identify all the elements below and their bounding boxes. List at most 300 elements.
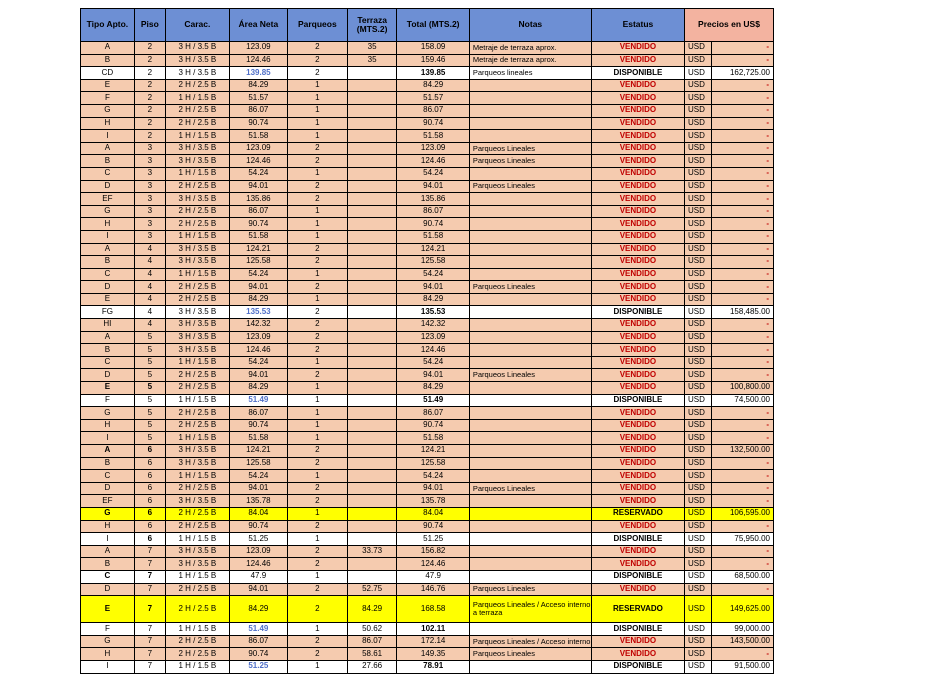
table-row[interactable] xyxy=(81,445,774,458)
cell-tipo-apto: A xyxy=(81,42,135,55)
cell-carac: 3 H / 3.5 B xyxy=(165,193,229,206)
cell-terraza xyxy=(347,344,397,357)
cell-moneda: USD xyxy=(684,407,711,420)
table-row[interactable] xyxy=(81,218,774,231)
table-row[interactable] xyxy=(81,457,774,470)
cell-precio: 132,500.00 xyxy=(711,445,773,458)
cell-tipo-apto: EF xyxy=(81,495,135,508)
cell-parqueos: 2 xyxy=(287,482,347,495)
status-badge: VENDIDO xyxy=(591,558,684,571)
cell-precio: 75,950.00 xyxy=(711,533,773,546)
cell-total: 158.09 xyxy=(397,42,469,55)
cell-carac: 2 H / 2.5 B xyxy=(165,482,229,495)
cell-precio: 162,725.00 xyxy=(711,67,773,80)
cell-piso: 6 xyxy=(134,470,165,483)
cell-parqueos: 2 xyxy=(287,180,347,193)
cell-carac: 1 H / 1.5 B xyxy=(165,268,229,281)
cell-terraza xyxy=(347,293,397,306)
table-row[interactable] xyxy=(81,256,774,269)
cell-tipo-apto: FG xyxy=(81,306,135,319)
cell-total: 86.07 xyxy=(397,205,469,218)
cell-piso: 7 xyxy=(134,596,165,623)
cell-area-neta: 125.58 xyxy=(229,256,287,269)
status-badge: VENDIDO xyxy=(591,230,684,243)
cell-area-neta: 86.07 xyxy=(229,635,287,648)
cell-total: 94.01 xyxy=(397,369,469,382)
cell-total: 124.46 xyxy=(397,558,469,571)
cell-carac: 3 H / 3.5 B xyxy=(165,545,229,558)
cell-moneda: USD xyxy=(684,623,711,636)
cell-moneda: USD xyxy=(684,42,711,55)
cell-tipo-apto: D xyxy=(81,369,135,382)
cell-piso: 6 xyxy=(134,507,165,520)
cell-notas xyxy=(469,130,591,143)
cell-precio: - xyxy=(711,293,773,306)
table-row[interactable] xyxy=(81,243,774,256)
header-terraza: Terraza (MTS.2) xyxy=(347,9,397,42)
cell-carac: 2 H / 2.5 B xyxy=(165,648,229,661)
cell-terraza xyxy=(347,193,397,206)
cell-terraza xyxy=(347,319,397,332)
cell-precio: - xyxy=(711,407,773,420)
cell-precio: 106,595.00 xyxy=(711,507,773,520)
table-row[interactable] xyxy=(81,520,774,533)
table-row[interactable] xyxy=(81,230,774,243)
table-row[interactable] xyxy=(81,344,774,357)
cell-total: 124.46 xyxy=(397,155,469,168)
cell-piso: 6 xyxy=(134,445,165,458)
cell-total: 125.58 xyxy=(397,457,469,470)
cell-precio: 91,500.00 xyxy=(711,660,773,673)
cell-area-neta: 54.24 xyxy=(229,268,287,281)
cell-area-neta: 51.58 xyxy=(229,130,287,143)
cell-moneda: USD xyxy=(684,470,711,483)
cell-terraza xyxy=(347,92,397,105)
cell-precio: - xyxy=(711,42,773,55)
cell-area-neta: 51.25 xyxy=(229,533,287,546)
cell-moneda: USD xyxy=(684,130,711,143)
cell-area-neta: 51.25 xyxy=(229,660,287,673)
cell-piso: 5 xyxy=(134,382,165,395)
cell-parqueos: 1 xyxy=(287,268,347,281)
cell-area-neta: 125.58 xyxy=(229,457,287,470)
cell-parqueos: 1 xyxy=(287,394,347,407)
cell-parqueos: 1 xyxy=(287,130,347,143)
cell-moneda: USD xyxy=(684,482,711,495)
table-row[interactable] xyxy=(81,382,774,395)
status-badge: DISPONIBLE xyxy=(591,570,684,583)
cell-precio: - xyxy=(711,648,773,661)
cell-terraza xyxy=(347,306,397,319)
cell-carac: 3 H / 3.5 B xyxy=(165,42,229,55)
table-row[interactable] xyxy=(81,507,774,520)
cell-precio: - xyxy=(711,558,773,571)
table-row[interactable] xyxy=(81,104,774,117)
cell-moneda: USD xyxy=(684,558,711,571)
cell-notas: Parqueos Lineales / Acceso interno a terraza xyxy=(469,596,591,623)
cell-terraza: 50.62 xyxy=(347,623,397,636)
cell-parqueos: 2 xyxy=(287,596,347,623)
cell-moneda: USD xyxy=(684,457,711,470)
cell-parqueos: 2 xyxy=(287,42,347,55)
table-row[interactable] xyxy=(81,545,774,558)
cell-moneda: USD xyxy=(684,155,711,168)
cell-notas xyxy=(469,319,591,332)
cell-area-neta: 135.78 xyxy=(229,495,287,508)
cell-total: 135.86 xyxy=(397,193,469,206)
cell-notas xyxy=(469,268,591,281)
cell-total: 90.74 xyxy=(397,218,469,231)
cell-area-neta: 94.01 xyxy=(229,482,287,495)
table-row[interactable] xyxy=(81,596,774,623)
cell-carac: 2 H / 2.5 B xyxy=(165,180,229,193)
status-badge: VENDIDO xyxy=(591,79,684,92)
cell-terraza xyxy=(347,407,397,420)
cell-notas: Parqueos Lineales xyxy=(469,281,591,294)
cell-carac: 3 H / 3.5 B xyxy=(165,445,229,458)
cell-precio: - xyxy=(711,495,773,508)
cell-notas xyxy=(469,407,591,420)
cell-parqueos: 1 xyxy=(287,293,347,306)
cell-area-neta: 123.09 xyxy=(229,331,287,344)
status-badge: VENDIDO xyxy=(591,432,684,445)
table-row[interactable] xyxy=(81,482,774,495)
cell-notas xyxy=(469,218,591,231)
cell-precio: - xyxy=(711,193,773,206)
cell-notas: Parqueos Lineales xyxy=(469,180,591,193)
cell-area-neta: 123.09 xyxy=(229,42,287,55)
cell-total: 123.09 xyxy=(397,331,469,344)
cell-piso: 7 xyxy=(134,570,165,583)
table-row[interactable] xyxy=(81,67,774,80)
cell-parqueos: 1 xyxy=(287,507,347,520)
cell-total: 149.35 xyxy=(397,648,469,661)
cell-carac: 2 H / 2.5 B xyxy=(165,583,229,596)
cell-parqueos: 1 xyxy=(287,230,347,243)
cell-parqueos: 1 xyxy=(287,470,347,483)
cell-precio: - xyxy=(711,230,773,243)
table-row[interactable] xyxy=(81,167,774,180)
cell-total: 123.09 xyxy=(397,142,469,155)
cell-moneda: USD xyxy=(684,230,711,243)
cell-notas: Metraje de terraza aprox. xyxy=(469,54,591,67)
cell-tipo-apto: F xyxy=(81,92,135,105)
cell-terraza xyxy=(347,104,397,117)
cell-precio: - xyxy=(711,268,773,281)
cell-tipo-apto: H xyxy=(81,218,135,231)
header-tipo-apto: Tipo Apto. xyxy=(81,9,135,42)
cell-precio: - xyxy=(711,155,773,168)
cell-parqueos: 2 xyxy=(287,306,347,319)
cell-precio: - xyxy=(711,54,773,67)
cell-moneda: USD xyxy=(684,648,711,661)
cell-terraza xyxy=(347,356,397,369)
cell-tipo-apto: G xyxy=(81,407,135,420)
cell-area-neta: 124.21 xyxy=(229,445,287,458)
cell-total: 124.46 xyxy=(397,344,469,357)
cell-parqueos: 2 xyxy=(287,545,347,558)
cell-precio: - xyxy=(711,419,773,432)
cell-total: 84.29 xyxy=(397,293,469,306)
cell-total: 54.24 xyxy=(397,470,469,483)
cell-precio: - xyxy=(711,256,773,269)
cell-parqueos: 1 xyxy=(287,570,347,583)
cell-carac: 2 H / 2.5 B xyxy=(165,596,229,623)
cell-moneda: USD xyxy=(684,445,711,458)
cell-tipo-apto: F xyxy=(81,623,135,636)
cell-parqueos: 2 xyxy=(287,331,347,344)
cell-total: 86.07 xyxy=(397,407,469,420)
cell-piso: 4 xyxy=(134,243,165,256)
cell-tipo-apto: E xyxy=(81,596,135,623)
header-total: Total (MTS.2) xyxy=(397,9,469,42)
cell-piso: 5 xyxy=(134,407,165,420)
table-row[interactable] xyxy=(81,193,774,206)
cell-area-neta: 135.86 xyxy=(229,193,287,206)
status-badge: VENDIDO xyxy=(591,520,684,533)
cell-area-neta: 84.29 xyxy=(229,596,287,623)
cell-piso: 2 xyxy=(134,42,165,55)
cell-piso: 5 xyxy=(134,394,165,407)
table-row[interactable] xyxy=(81,356,774,369)
cell-notas xyxy=(469,432,591,445)
cell-tipo-apto: E xyxy=(81,79,135,92)
cell-moneda: USD xyxy=(684,54,711,67)
cell-tipo-apto: C xyxy=(81,268,135,281)
cell-notas xyxy=(469,419,591,432)
cell-moneda: USD xyxy=(684,660,711,673)
cell-tipo-apto: I xyxy=(81,230,135,243)
table-row[interactable] xyxy=(81,369,774,382)
table-row[interactable] xyxy=(81,648,774,661)
cell-terraza xyxy=(347,142,397,155)
cell-tipo-apto: A xyxy=(81,445,135,458)
cell-total: 142.32 xyxy=(397,319,469,332)
cell-notas xyxy=(469,193,591,206)
cell-parqueos: 2 xyxy=(287,256,347,269)
table-row[interactable] xyxy=(81,319,774,332)
cell-terraza xyxy=(347,167,397,180)
cell-area-neta: 94.01 xyxy=(229,180,287,193)
table-row[interactable] xyxy=(81,570,774,583)
cell-notas xyxy=(469,545,591,558)
cell-carac: 2 H / 2.5 B xyxy=(165,419,229,432)
status-badge: VENDIDO xyxy=(591,130,684,143)
status-badge: VENDIDO xyxy=(591,205,684,218)
table-row[interactable] xyxy=(81,54,774,67)
cell-tipo-apto: CD xyxy=(81,67,135,80)
cell-moneda: USD xyxy=(684,394,711,407)
status-badge: RESERVADO xyxy=(591,507,684,520)
cell-terraza xyxy=(347,117,397,130)
table-row[interactable] xyxy=(81,155,774,168)
cell-tipo-apto: H xyxy=(81,419,135,432)
cell-terraza xyxy=(347,130,397,143)
table-row[interactable] xyxy=(81,92,774,105)
cell-parqueos: 1 xyxy=(287,167,347,180)
cell-total: 135.78 xyxy=(397,495,469,508)
table-row[interactable] xyxy=(81,42,774,55)
cell-total: 90.74 xyxy=(397,520,469,533)
cell-precio: - xyxy=(711,470,773,483)
cell-terraza xyxy=(347,520,397,533)
cell-piso: 5 xyxy=(134,356,165,369)
cell-moneda: USD xyxy=(684,142,711,155)
status-badge: VENDIDO xyxy=(591,155,684,168)
cell-piso: 4 xyxy=(134,319,165,332)
table-row[interactable] xyxy=(81,407,774,420)
cell-moneda: USD xyxy=(684,344,711,357)
status-badge: VENDIDO xyxy=(591,117,684,130)
cell-area-neta: 124.46 xyxy=(229,344,287,357)
cell-area-neta: 142.32 xyxy=(229,319,287,332)
status-badge: VENDIDO xyxy=(591,495,684,508)
cell-area-neta: 86.07 xyxy=(229,205,287,218)
cell-precio: - xyxy=(711,117,773,130)
table-row[interactable] xyxy=(81,432,774,445)
table-row[interactable] xyxy=(81,331,774,344)
cell-tipo-apto: D xyxy=(81,482,135,495)
status-badge: DISPONIBLE xyxy=(591,533,684,546)
cell-total: 102.11 xyxy=(397,623,469,636)
cell-carac: 1 H / 1.5 B xyxy=(165,356,229,369)
cell-tipo-apto: B xyxy=(81,344,135,357)
cell-terraza xyxy=(347,457,397,470)
cell-tipo-apto: G xyxy=(81,205,135,218)
cell-area-neta: 90.74 xyxy=(229,520,287,533)
cell-terraza xyxy=(347,533,397,546)
cell-terraza xyxy=(347,256,397,269)
cell-area-neta: 124.46 xyxy=(229,155,287,168)
table-row[interactable] xyxy=(81,623,774,636)
cell-notas xyxy=(469,623,591,636)
cell-parqueos: 1 xyxy=(287,104,347,117)
cell-notas xyxy=(469,167,591,180)
cell-area-neta: 90.74 xyxy=(229,218,287,231)
cell-parqueos: 1 xyxy=(287,382,347,395)
cell-terraza xyxy=(347,180,397,193)
cell-parqueos: 1 xyxy=(287,117,347,130)
cell-total: 51.58 xyxy=(397,130,469,143)
table-row[interactable] xyxy=(81,268,774,281)
cell-piso: 4 xyxy=(134,256,165,269)
cell-tipo-apto: A xyxy=(81,545,135,558)
table-row[interactable] xyxy=(81,180,774,193)
status-badge: VENDIDO xyxy=(591,635,684,648)
cell-area-neta: 84.29 xyxy=(229,293,287,306)
cell-piso: 4 xyxy=(134,268,165,281)
cell-terraza: 35 xyxy=(347,54,397,67)
header-notas: Notas xyxy=(469,9,591,42)
status-badge: VENDIDO xyxy=(591,256,684,269)
table-row[interactable] xyxy=(81,79,774,92)
table-row[interactable] xyxy=(81,142,774,155)
table-row[interactable] xyxy=(81,394,774,407)
cell-carac: 1 H / 1.5 B xyxy=(165,533,229,546)
cell-total: 54.24 xyxy=(397,268,469,281)
cell-total: 124.21 xyxy=(397,243,469,256)
cell-notas xyxy=(469,520,591,533)
table-row[interactable] xyxy=(81,470,774,483)
cell-precio: 143,500.00 xyxy=(711,635,773,648)
cell-terraza xyxy=(347,79,397,92)
cell-piso: 6 xyxy=(134,482,165,495)
cell-area-neta: 84.29 xyxy=(229,79,287,92)
cell-precio: - xyxy=(711,319,773,332)
cell-tipo-apto: B xyxy=(81,558,135,571)
table-row[interactable] xyxy=(81,293,774,306)
header-area-neta: Área Neta xyxy=(229,9,287,42)
table-row[interactable] xyxy=(81,558,774,571)
table-row[interactable] xyxy=(81,419,774,432)
cell-piso: 5 xyxy=(134,432,165,445)
cell-parqueos: 2 xyxy=(287,583,347,596)
cell-moneda: USD xyxy=(684,243,711,256)
cell-moneda: USD xyxy=(684,104,711,117)
cell-carac: 2 H / 2.5 B xyxy=(165,104,229,117)
cell-notas xyxy=(469,457,591,470)
cell-area-neta: 124.46 xyxy=(229,558,287,571)
table-row[interactable] xyxy=(81,635,774,648)
table-row[interactable] xyxy=(81,533,774,546)
cell-moneda: USD xyxy=(684,635,711,648)
cell-precio: 158,485.00 xyxy=(711,306,773,319)
status-badge: DISPONIBLE xyxy=(591,660,684,673)
cell-precio: - xyxy=(711,205,773,218)
cell-notas xyxy=(469,356,591,369)
cell-tipo-apto: D xyxy=(81,180,135,193)
cell-tipo-apto: A xyxy=(81,331,135,344)
cell-precio: - xyxy=(711,180,773,193)
table-row[interactable] xyxy=(81,583,774,596)
status-badge: VENDIDO xyxy=(591,281,684,294)
cell-carac: 3 H / 3.5 B xyxy=(165,256,229,269)
cell-precio: - xyxy=(711,331,773,344)
cell-total: 84.04 xyxy=(397,507,469,520)
cell-moneda: USD xyxy=(684,331,711,344)
apartment-price-table xyxy=(80,8,774,674)
cell-terraza: 84.29 xyxy=(347,596,397,623)
cell-terraza: 52.75 xyxy=(347,583,397,596)
cell-terraza: 33.73 xyxy=(347,545,397,558)
status-badge: VENDIDO xyxy=(591,482,684,495)
table-row[interactable] xyxy=(81,281,774,294)
cell-terraza xyxy=(347,205,397,218)
cell-tipo-apto: H xyxy=(81,520,135,533)
table-row[interactable] xyxy=(81,495,774,508)
table-row[interactable] xyxy=(81,205,774,218)
cell-piso: 7 xyxy=(134,545,165,558)
cell-total: 172.14 xyxy=(397,635,469,648)
cell-total: 135.53 xyxy=(397,306,469,319)
cell-parqueos: 1 xyxy=(287,205,347,218)
cell-moneda: USD xyxy=(684,218,711,231)
cell-total: 84.29 xyxy=(397,382,469,395)
table-row[interactable] xyxy=(81,660,774,673)
status-badge: VENDIDO xyxy=(591,218,684,231)
cell-carac: 3 H / 3.5 B xyxy=(165,457,229,470)
table-row[interactable] xyxy=(81,130,774,143)
table-row[interactable] xyxy=(81,117,774,130)
cell-area-neta: 90.74 xyxy=(229,648,287,661)
cell-piso: 7 xyxy=(134,648,165,661)
cell-tipo-apto: E xyxy=(81,293,135,306)
cell-notas xyxy=(469,243,591,256)
table-row[interactable] xyxy=(81,306,774,319)
cell-piso: 6 xyxy=(134,495,165,508)
cell-terraza xyxy=(347,218,397,231)
cell-precio: - xyxy=(711,545,773,558)
